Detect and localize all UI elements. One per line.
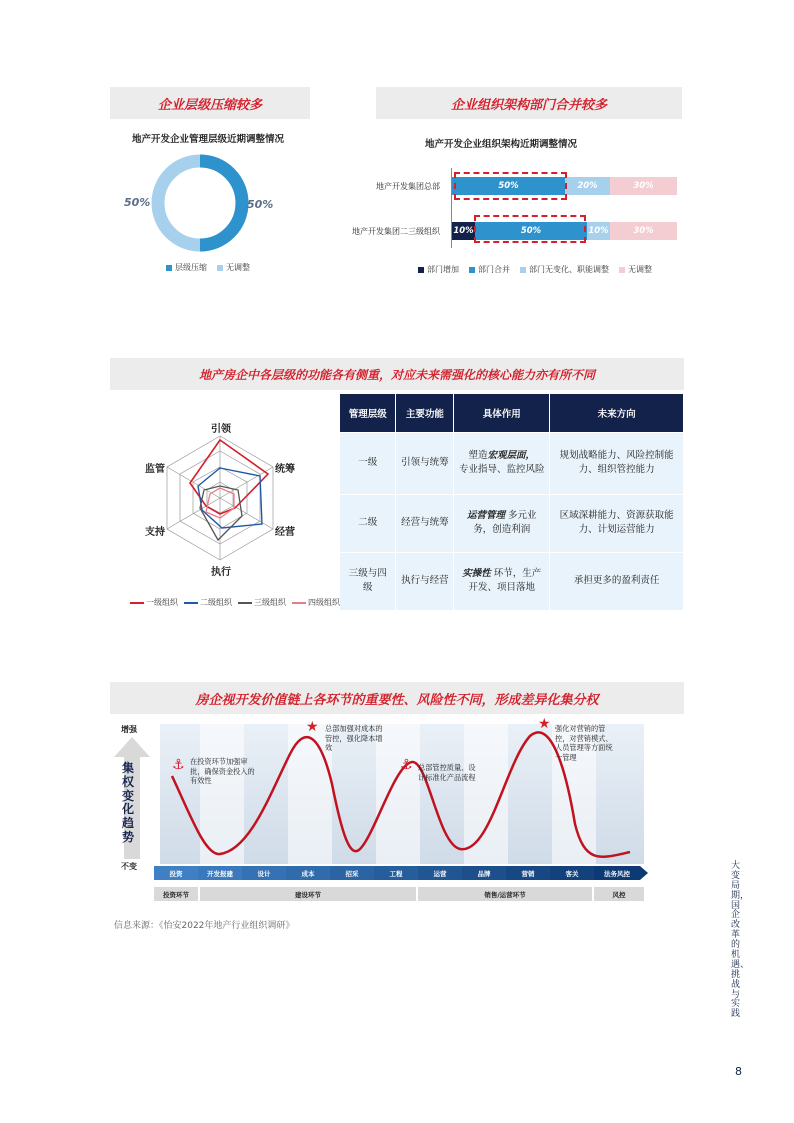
step-item: 投资 bbox=[154, 866, 198, 880]
page-number: 8 bbox=[735, 1065, 742, 1078]
legend-item-no-adjust: 无调整 bbox=[217, 262, 250, 273]
star-icon: ★ bbox=[306, 719, 319, 735]
side-text: 大变局期，国企改革的机遇、挑战与实践 bbox=[731, 861, 750, 1020]
bar-row2-merge: 50% bbox=[475, 222, 587, 240]
banner-dept-merge: 企业组织架构部门合并较多 bbox=[376, 87, 682, 119]
banner-layer-functions: 地产房企中各层级的功能各有侧重，对应未来需强化的核心能力亦有所不同 bbox=[110, 358, 684, 390]
bar-row2-add: 10% bbox=[452, 222, 475, 240]
radar-legend bbox=[130, 597, 340, 608]
anchor-icon: ⚓ bbox=[400, 757, 413, 773]
banner-layer-compression: 企业层级压缩较多 bbox=[110, 87, 310, 119]
note-investment: 在投资环节加强审批，确保资金投入的有效性 bbox=[190, 757, 255, 786]
bar-row2-func-adjust: 10% bbox=[587, 222, 610, 240]
table-header: 主要功能 bbox=[396, 394, 454, 432]
bar-row2-highlight bbox=[474, 215, 586, 243]
step-item: 客关 bbox=[550, 866, 594, 880]
radar-axis-lead: 引领 bbox=[211, 424, 231, 435]
star-icon: ★ bbox=[538, 716, 551, 732]
bar-row1-no-adjust: 30% bbox=[610, 177, 677, 195]
y-axis-title: 集权变化趋势 bbox=[122, 761, 135, 844]
source-note: 信息来源：《怡安2022年地产行业组织调研》 bbox=[114, 921, 295, 931]
step-item: 设计 bbox=[242, 866, 286, 880]
donut-left-pct: 50% bbox=[124, 196, 151, 209]
function-table bbox=[340, 394, 684, 610]
bar-row1-func-adjust: 20% bbox=[565, 177, 610, 195]
step-item: 招采 bbox=[330, 866, 374, 880]
step-item: 营销 bbox=[506, 866, 550, 880]
phase-sales: 销售/运营环节 bbox=[418, 887, 592, 901]
note-marketing: 强化对营销的管控，对营销模式、人员管理等方面统一管理 bbox=[555, 724, 613, 763]
bar-row1-label: 地产开发集团总部 bbox=[376, 182, 440, 191]
table-row: 二级 经营与统筹 运营管理 多元业务，创造利润 区域深耕能力、资源获取能力、计划运营能力 bbox=[340, 494, 684, 552]
chevron-right-icon bbox=[640, 866, 648, 880]
step-item: 开发报建 bbox=[198, 866, 242, 880]
bar-row1-merge: 50% bbox=[452, 177, 565, 195]
legend-item-add: 部门增加 bbox=[418, 264, 459, 275]
radar-axis-operate: 经营 bbox=[275, 527, 295, 538]
phase-risk: 风控 bbox=[594, 887, 644, 901]
donut-chart bbox=[150, 153, 250, 253]
y-axis-top: 增强 bbox=[121, 725, 137, 734]
legend-item-merge: 部门合并 bbox=[469, 264, 510, 275]
radar-axis-supervise: 监管 bbox=[145, 464, 165, 475]
bar-title: 地产开发企业组织架构近期调整情况 bbox=[425, 139, 578, 150]
radar-axis-execute: 执行 bbox=[211, 567, 231, 578]
step-item: 运营 bbox=[418, 866, 462, 880]
donut-right-pct: 50% bbox=[247, 198, 274, 211]
legend-item-func-adjust: 部门无变化、职能调整 bbox=[520, 264, 609, 275]
table-header: 具体作用 bbox=[454, 394, 550, 432]
bar-legend bbox=[418, 264, 652, 275]
note-cost: 总部加强对成本的管控，强化降本增效 bbox=[325, 724, 383, 753]
donut-legend bbox=[166, 262, 250, 273]
anchor-icon: ⚓ bbox=[172, 757, 185, 773]
note-quality: 总部管控质量、设计标准化产品流程 bbox=[418, 763, 476, 782]
radar-axis-coordinate: 统筹 bbox=[275, 464, 295, 475]
step-item: 成本 bbox=[286, 866, 330, 880]
donut-slice-compression bbox=[200, 161, 242, 245]
bar-row2-no-adjust: 30% bbox=[610, 222, 677, 240]
legend-item-compression: 层级压缩 bbox=[166, 262, 207, 273]
table-row: 一级 引领与统筹 塑造宏观层面， 专业指导、监控风险 规划战略能力、风险控制能力、组织管控能力 bbox=[340, 432, 684, 494]
step-item: 法务风控 bbox=[594, 866, 640, 880]
radar-chart bbox=[150, 428, 290, 578]
table-header: 管理层级 bbox=[340, 394, 396, 432]
phase-investment: 投资环节 bbox=[154, 887, 198, 901]
radar-series-level2 bbox=[198, 468, 262, 528]
legend-level3: 三级组织 bbox=[238, 597, 286, 608]
banner-value-chain: 房企视开发价值链上各环节的重要性、风险性不同，形成差异化集分权 bbox=[110, 682, 684, 714]
bar-row1-highlight bbox=[454, 172, 567, 200]
legend-level2: 二级组织 bbox=[184, 597, 232, 608]
legend-level1: 一级组织 bbox=[130, 597, 178, 608]
table-header: 未来方向 bbox=[550, 394, 684, 432]
bar-row2-label: 地产开发集团二三级组织 bbox=[352, 227, 440, 236]
table-row: 三级与四级 执行与经营 实操性 环节，生产开发、项目落地 承担更多的盈利责任 bbox=[340, 552, 684, 610]
phase-construction: 建设环节 bbox=[200, 887, 416, 901]
step-item: 品牌 bbox=[462, 866, 506, 880]
step-item: 工程 bbox=[374, 866, 418, 880]
legend-level4: 四级组织 bbox=[292, 597, 340, 608]
radar-axis-support: 支持 bbox=[145, 527, 165, 538]
donut-title: 地产开发企业管理层级近期调整情况 bbox=[132, 134, 285, 145]
y-axis-bottom: 不变 bbox=[121, 862, 137, 871]
legend-item-no-adjust-bar: 无调整 bbox=[619, 264, 652, 275]
